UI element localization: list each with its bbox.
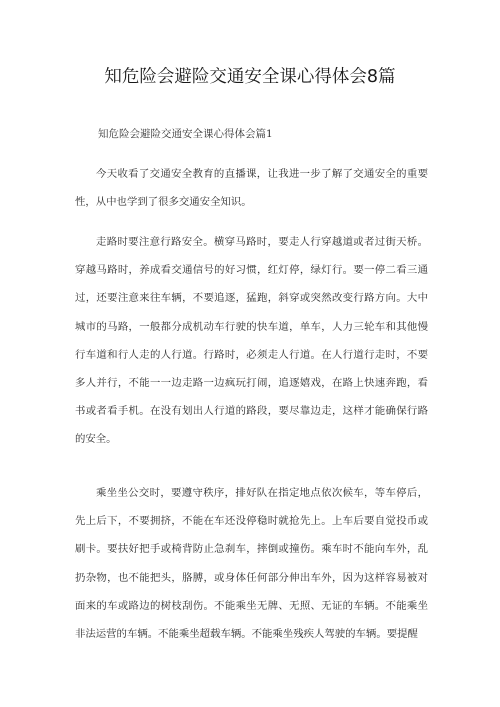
section-heading: 知危险会避险交通安全课心得体会篇1 xyxy=(98,128,273,140)
body-paragraph-2: 走路时要注意行路安全。横穿马路时，要走人行穿越道或者过街天桥。穿越马路时，养成看交通信号的好习惯，红灯停，绿灯行。要一停二看三通过，还要注意来往车辆，不要追逐，猛跑，斜穿或突然改变行路方向。大中城市的马路，一般都分成机动车行驶的快车道，单车，人力三轮车和其他慢行车道和行人走的人行道。行路时，必须走人行道。在人行道行走时，不要多人并行，不能一一边走路一边疯玩打闹，追逐嬉戏，在路上快速奔跑，看书或者看手机。在没有划出人行道的路段，要尽靠边走，这样才能确保行路的安全。 xyxy=(75,236,428,446)
document-title: 知危险会避险交通安全课心得体会8篇 xyxy=(104,67,396,87)
body-paragraph-3: 乘坐坐公交时，要遵守秩序，排好队在指定地点依次候车，等车停后，先上后下，不要拥挤，不能在车还没停稳时就抢先上。上车后要自觉投币或刷卡。要扶好把手或椅背防止急刹车，摔倒或撞伤。乘车时不能向车外，乱扔杂物，也不能把头，胳膊，或身体任何部分伸出车外，因为这样容易被对面来的车或路边的树枝刮伤。不能乘坐无牌、无照、无证的车辆。不能乘坐非法运营的车辆。不能乘坐超载车辆。不能乘坐残疾人驾驶的车辆。要提醒 xyxy=(75,487,428,641)
body-paragraph-1: 今天收看了交通安全教育的直播课，让我进一步了解了交通安全的重要性，从中也学到了很多交通安全知识。 xyxy=(75,168,428,209)
